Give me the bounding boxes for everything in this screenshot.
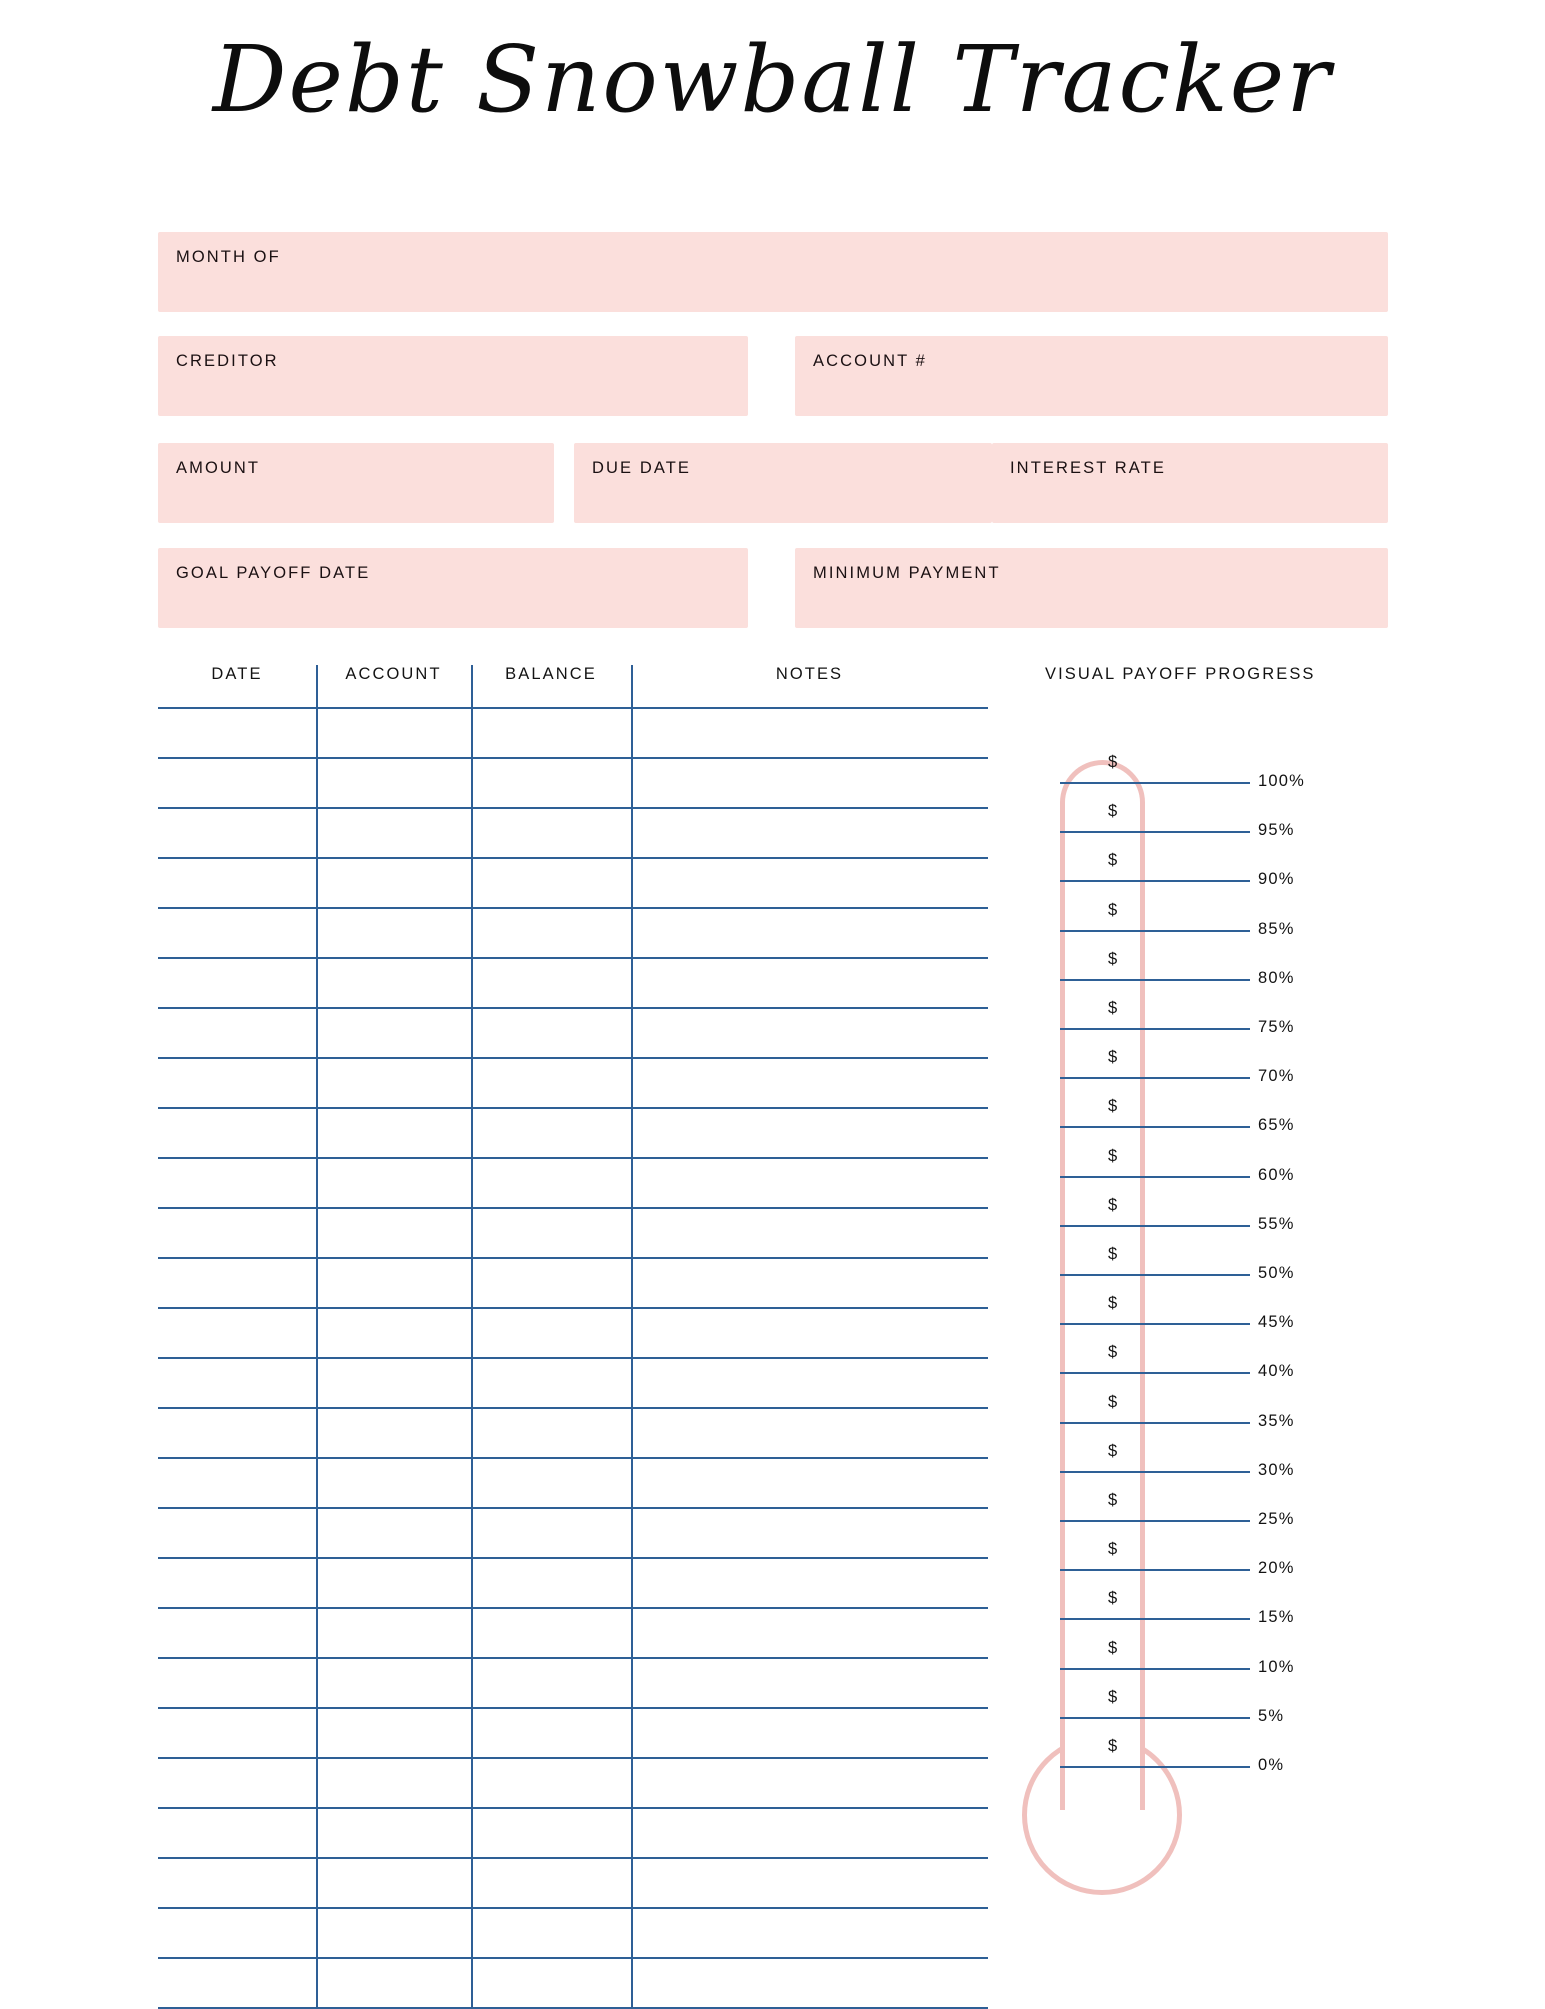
- field-label-amount: AMOUNT: [176, 459, 261, 477]
- table-row-rule: [158, 1257, 988, 1259]
- field-label-month-of: MONTH OF: [176, 248, 281, 266]
- thermometer-bulb: [1022, 1735, 1182, 1895]
- thermometer-tick-label: 65%: [1258, 1116, 1295, 1135]
- thermometer-amount-slot[interactable]: $: [1108, 1294, 1118, 1313]
- column-header-notes: NOTES: [775, 665, 844, 683]
- thermometer-tick: [1060, 1471, 1250, 1473]
- thermometer-heading: VISUAL PAYOFF PROGRESS: [1045, 665, 1316, 683]
- field-interest-rate[interactable]: [992, 443, 1388, 523]
- field-label-account-number: ACCOUNT #: [813, 352, 927, 370]
- thermometer-amount-slot[interactable]: $: [1108, 1392, 1118, 1411]
- thermometer-tick-label: 0%: [1258, 1756, 1285, 1774]
- table-row-rule: [158, 1907, 988, 1909]
- thermometer-amount-slot[interactable]: $: [1108, 802, 1118, 821]
- thermometer-amount-slot[interactable]: $: [1108, 1097, 1118, 1116]
- thermometer-tick: [1060, 1717, 1250, 1719]
- thermometer-tick: [1060, 1618, 1250, 1620]
- thermometer-tick: [1060, 930, 1250, 932]
- thermometer-tick: [1060, 1225, 1250, 1227]
- field-goal-payoff-date[interactable]: [158, 548, 748, 628]
- page-title: Debt Snowball Tracker: [212, 26, 1333, 133]
- thermometer-tick: [1060, 1372, 1250, 1374]
- table-column-divider: [471, 665, 473, 2007]
- thermometer-amount-slot[interactable]: $: [1108, 1540, 1118, 1559]
- thermometer-tick-label: 60%: [1258, 1165, 1295, 1184]
- thermometer-amount-slot[interactable]: $: [1108, 1146, 1118, 1165]
- column-header-date: DATE: [211, 665, 263, 683]
- table-row-rule: [158, 1557, 988, 1559]
- table-row-rule: [158, 1457, 988, 1459]
- thermometer-tick-label: 50%: [1258, 1264, 1295, 1282]
- thermometer-tick: [1060, 1520, 1250, 1522]
- field-due-date[interactable]: [574, 443, 992, 523]
- field-label-creditor: CREDITOR: [176, 352, 279, 370]
- table-row-rule: [158, 1007, 988, 1009]
- thermometer-amount-slot[interactable]: $: [1108, 1245, 1118, 1263]
- table-row-rule: [158, 1857, 988, 1859]
- table-row-rule: [158, 1507, 988, 1509]
- column-header-account: ACCOUNT: [345, 665, 442, 683]
- thermometer-tick: [1060, 1668, 1250, 1670]
- field-label-goal-payoff-date: GOAL PAYOFF DATE: [176, 564, 371, 582]
- table-row-rule: [158, 1807, 988, 1809]
- thermometer-amount-slot[interactable]: $: [1108, 1441, 1118, 1460]
- thermometer-tick-label: 100%: [1258, 772, 1306, 790]
- table-row-rule: [158, 1207, 988, 1209]
- thermometer-tick-label: 80%: [1258, 968, 1295, 987]
- thermometer-tick-label: 70%: [1258, 1067, 1295, 1086]
- thermometer-tick-label: 30%: [1258, 1460, 1295, 1479]
- table-row-rule: [158, 957, 988, 959]
- table-row-rule: [158, 1757, 988, 1759]
- thermometer-amount-slot[interactable]: $: [1108, 1048, 1118, 1067]
- thermometer-amount-slot[interactable]: $: [1108, 900, 1118, 919]
- table-row-rule: [158, 857, 988, 859]
- thermometer-tick-label: 90%: [1258, 870, 1295, 889]
- thermometer-tick-label: 55%: [1258, 1214, 1295, 1233]
- table-column-divider: [631, 665, 633, 2007]
- thermometer-tick: [1060, 880, 1250, 882]
- thermometer-tick-label: 15%: [1258, 1608, 1295, 1627]
- thermometer-tick-label: 25%: [1258, 1510, 1295, 1528]
- thermometer-tick-label: 75%: [1258, 1018, 1295, 1036]
- thermometer-tick-label: 85%: [1258, 919, 1295, 938]
- thermometer-tick-label: 35%: [1258, 1411, 1295, 1430]
- table-row-rule: [158, 1307, 988, 1309]
- thermometer-tick: [1060, 831, 1250, 833]
- thermometer-amount-slot[interactable]: $: [1108, 999, 1118, 1017]
- table-row-rule: [158, 1357, 988, 1359]
- thermometer-tick-label: 20%: [1258, 1559, 1295, 1578]
- thermometer-tick: [1060, 1569, 1250, 1571]
- thermometer-amount-slot[interactable]: $: [1108, 1638, 1118, 1657]
- thermometer-amount-slot[interactable]: $: [1108, 949, 1118, 968]
- table-row-rule: [158, 1707, 988, 1709]
- field-account-number[interactable]: [795, 336, 1388, 416]
- field-amount[interactable]: [158, 443, 554, 523]
- thermometer-amount-slot[interactable]: $: [1108, 1737, 1118, 1755]
- field-minimum-payment[interactable]: [795, 548, 1388, 628]
- thermometer-tick: [1060, 1028, 1250, 1030]
- column-header-balance: BALANCE: [505, 665, 597, 683]
- table-row-rule: [158, 807, 988, 809]
- thermometer-tick: [1060, 1422, 1250, 1424]
- thermometer-amount-slot[interactable]: $: [1108, 1195, 1118, 1214]
- table-row-rule: [158, 1057, 988, 1059]
- visual-payoff-progress: [1000, 665, 1400, 1985]
- thermometer-tick: [1060, 1766, 1250, 1768]
- thermometer-amount-slot[interactable]: $: [1108, 1687, 1118, 1706]
- table-row-rule: [158, 1157, 988, 1159]
- thermometer-tick: [1060, 1323, 1250, 1325]
- table-row-rule: [158, 1107, 988, 1109]
- thermometer-amount-slot[interactable]: $: [1108, 753, 1118, 771]
- thermometer-tick: [1060, 1176, 1250, 1178]
- thermometer-tick: [1060, 1126, 1250, 1128]
- table-row-rule: [158, 757, 988, 759]
- thermometer-tick-label: 45%: [1258, 1313, 1295, 1332]
- field-label-due-date: DUE DATE: [592, 459, 692, 477]
- field-creditor[interactable]: [158, 336, 748, 416]
- thermometer-tick: [1060, 1274, 1250, 1276]
- table-row-rule: [158, 1607, 988, 1609]
- thermometer-tick: [1060, 979, 1250, 981]
- thermometer-amount-slot[interactable]: $: [1108, 1343, 1118, 1362]
- field-month-of[interactable]: [158, 232, 1388, 312]
- thermometer-bulb-mask: [1065, 1733, 1140, 1755]
- thermometer-amount-slot[interactable]: $: [1108, 1491, 1118, 1509]
- thermometer-tick-label: 95%: [1258, 821, 1295, 840]
- table-row-rule: [158, 1657, 988, 1659]
- thermometer-tick-label: 5%: [1258, 1706, 1285, 1725]
- table-row-rule: [158, 1957, 988, 1959]
- thermometer-tick: [1060, 1077, 1250, 1079]
- table-row-rule: [158, 907, 988, 909]
- table-column-divider: [316, 665, 318, 2007]
- thermometer-amount-slot[interactable]: $: [1108, 851, 1118, 870]
- thermometer-tick: [1060, 782, 1250, 784]
- thermometer-tick-label: 10%: [1258, 1657, 1295, 1676]
- thermometer-amount-slot[interactable]: $: [1108, 1589, 1118, 1608]
- table-row-rule: [158, 1407, 988, 1409]
- field-label-minimum-payment: MINIMUM PAYMENT: [813, 564, 1001, 582]
- thermometer-tick-label: 40%: [1258, 1362, 1295, 1381]
- table-header-rule: [158, 707, 988, 709]
- payment-ledger-table: [158, 665, 988, 1965]
- field-label-interest-rate: INTEREST RATE: [1010, 459, 1166, 477]
- thermometer-tube: [1060, 760, 1145, 1810]
